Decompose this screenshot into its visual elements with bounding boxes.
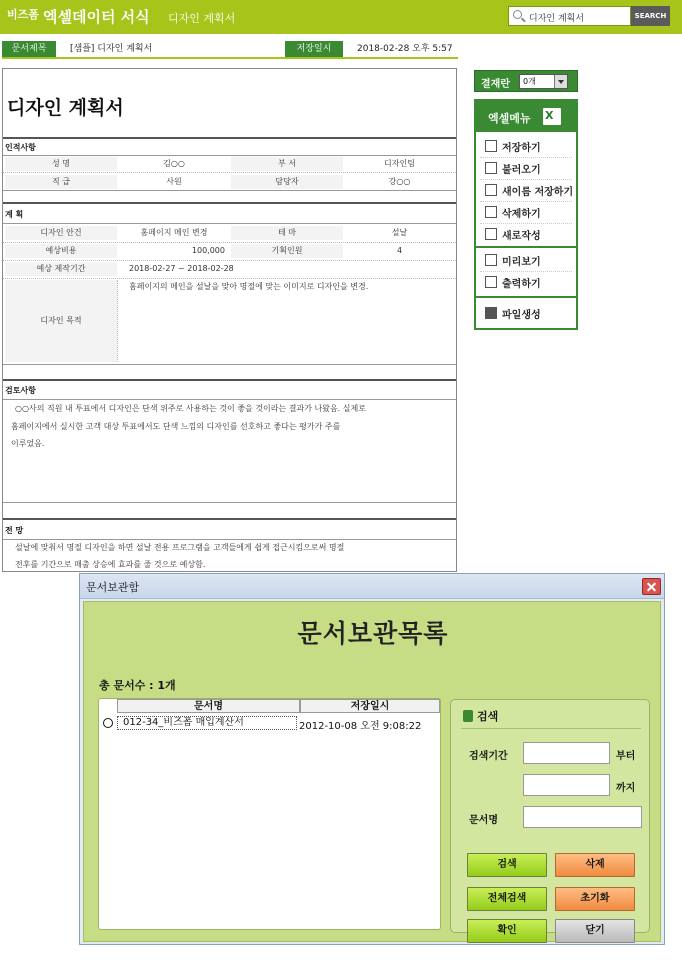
- row-saved-date: 2012-10-08 오전 9:08:22: [299, 721, 422, 732]
- save-as-icon: [485, 184, 497, 196]
- print-icon: [485, 276, 497, 288]
- document-title: 디자인 계획서: [7, 97, 124, 119]
- search-all-button[interactable]: 전체검색: [467, 887, 547, 911]
- section-plan: 계 획: [5, 210, 24, 219]
- reset-button[interactable]: 초기화: [555, 887, 635, 911]
- top-header: [0, 0, 682, 34]
- rank-label: 직 급: [5, 175, 117, 189]
- section-review: 검토사항: [5, 386, 36, 395]
- document-sheet: [2, 68, 457, 572]
- document-storage-dialog: [79, 573, 665, 945]
- outlook-line: 설날에 맞춰서 명절 디자인을 하면 설날 전용 프로그램을 고객들에게 쉽게 접근시킴으로써 명절: [15, 543, 345, 552]
- table-row[interactable]: [99, 715, 440, 731]
- new-document-icon: [485, 228, 497, 240]
- review-line: 홈페이지에서 실시한 고객 대상 투표에서도 단색 느낌의 디자인를 선호하고 좋다는 평가가 주를: [11, 422, 341, 431]
- doc-name-input[interactable]: [523, 806, 642, 828]
- search-section-icon: [463, 710, 473, 722]
- search-input-value: 디자인 계획서: [529, 14, 585, 24]
- approval-select-value: 0개: [523, 77, 536, 86]
- preview-icon: [485, 254, 497, 266]
- excel-menu: [474, 99, 578, 330]
- divider: [476, 246, 576, 248]
- menu-preview-label: 미리보기: [502, 257, 541, 268]
- divider: [3, 539, 456, 540]
- dialog-body: [83, 601, 661, 942]
- dept-value: 디자인팀: [384, 159, 415, 168]
- period-label: 예상 제작기간: [5, 262, 117, 276]
- menu-create-file[interactable]: [480, 303, 572, 324]
- column-header-name[interactable]: 문서명: [117, 699, 300, 713]
- dept-label: 부 서: [231, 157, 343, 171]
- theme-value: 설날: [391, 228, 408, 237]
- divider: [3, 155, 456, 156]
- menu-load-label: 불러오기: [502, 165, 541, 176]
- load-icon: [485, 162, 497, 174]
- menu-save-label: 저장하기: [502, 143, 541, 154]
- divider: [3, 242, 456, 243]
- saved-label: 저장일시: [285, 41, 343, 57]
- item-label: 디자인 안건: [5, 226, 117, 240]
- review-line: 이루었음.: [11, 439, 45, 448]
- menu-delete-label: 삭제하기: [502, 209, 541, 220]
- divider: [461, 728, 641, 729]
- divider: [3, 223, 456, 224]
- approval-select[interactable]: [519, 74, 568, 89]
- row-radio[interactable]: [103, 718, 113, 728]
- doc-name-label: 문서명: [469, 815, 498, 826]
- divider: [3, 364, 456, 365]
- divider: [117, 280, 118, 362]
- document-list: [98, 698, 441, 930]
- staff-label: 기획인원: [231, 244, 343, 258]
- divider: [3, 518, 456, 520]
- save-icon: [485, 140, 497, 152]
- name-label: 성 명: [5, 157, 117, 171]
- name-value: 김○○: [163, 159, 185, 168]
- menu-delete[interactable]: [480, 202, 572, 223]
- menu-save-as-label: 새이름 저장하기: [502, 187, 574, 198]
- divider: [3, 502, 456, 503]
- divider: [3, 399, 456, 400]
- to-label: 까지: [616, 783, 636, 794]
- page-subtitle: 디자인 계획서: [168, 12, 236, 25]
- menu-save-as[interactable]: [480, 180, 572, 201]
- manager-value: 강○○: [388, 177, 411, 186]
- menu-create-file-label: 파일생성: [502, 310, 541, 321]
- manager-label: 담당자: [231, 175, 343, 189]
- folder-icon: [485, 307, 497, 319]
- search-icon: [513, 10, 522, 19]
- dialog-title: 문서보관함: [86, 581, 140, 594]
- from-label: 부터: [616, 751, 636, 762]
- search-button-dialog[interactable]: 검색: [467, 853, 547, 877]
- menu-new[interactable]: [480, 224, 572, 245]
- item-value: 홈페이지 메인 변경: [140, 228, 208, 237]
- divider: [476, 296, 576, 298]
- outlook-line: 전후를 기간으로 매출 상승에 효과를 줄 것으로 예상함.: [15, 560, 206, 569]
- staff-value: 4: [396, 246, 403, 255]
- purpose-label: 디자인 목적: [5, 280, 117, 362]
- theme-label: 테 마: [231, 226, 343, 240]
- close-button[interactable]: 닫기: [555, 919, 635, 943]
- divider: [3, 137, 456, 139]
- menu-preview[interactable]: [480, 250, 572, 271]
- divider: [3, 379, 456, 381]
- search-panel: [450, 699, 650, 936]
- budget-label: 예상비용: [5, 244, 117, 258]
- menu-load[interactable]: [480, 158, 572, 179]
- search-button[interactable]: SEARCH: [631, 6, 670, 26]
- column-header-date[interactable]: 저장일시: [300, 699, 440, 713]
- divider: [3, 260, 456, 261]
- menu-print[interactable]: [480, 272, 572, 293]
- dialog-titlebar[interactable]: [80, 574, 664, 599]
- divider: [3, 278, 456, 279]
- delete-button[interactable]: 삭제: [555, 853, 635, 877]
- doc-title-value: [샘플] 디자인 계획서: [70, 44, 153, 54]
- budget-value: 100,000: [191, 246, 225, 255]
- approval-label: 결재란: [481, 79, 510, 90]
- menu-save[interactable]: [480, 136, 572, 157]
- period-from-input[interactable]: [523, 742, 610, 764]
- excel-menu-title: 엑셀메뉴: [488, 112, 531, 125]
- search-panel-title: 검색: [477, 710, 499, 723]
- close-icon[interactable]: [642, 578, 661, 595]
- section-outlook: 전 망: [5, 526, 24, 535]
- doc-info-row: [2, 41, 458, 59]
- period-value: 2018-02-27 ~ 2018-02-28: [129, 264, 234, 273]
- saved-value: 2018-02-28 오후 5:57: [357, 44, 453, 54]
- chevron-down-icon[interactable]: [554, 75, 567, 88]
- purpose-value: 홈페이지의 메인을 설날을 맞아 명절에 맞는 이미지로 디자인을 변경.: [129, 282, 369, 291]
- excel-icon: [543, 108, 561, 125]
- rank-value: 사원: [166, 177, 182, 186]
- divider: [3, 172, 456, 173]
- trash-icon: [485, 206, 497, 218]
- review-line: ○○사의 직원 내 투표에서 디자인은 단색 위주로 사용하는 것이 좋을 것이라는 결과가 나왔음. 실제로: [15, 404, 366, 413]
- divider: [3, 202, 456, 204]
- menu-new-label: 새로작성: [502, 231, 541, 242]
- app-title: 엑셀데이터 서식: [43, 8, 150, 26]
- approval-box: [474, 70, 578, 92]
- excel-menu-header: [476, 101, 576, 132]
- search-input[interactable]: [508, 6, 631, 26]
- row-document-name: 012-34_비즈폼 매입계산서: [117, 716, 297, 730]
- bizform-logo[interactable]: 비즈폼: [7, 8, 39, 21]
- section-personnel: 인적사항: [5, 143, 36, 152]
- menu-print-label: 출력하기: [502, 279, 541, 290]
- doc-title-label: 문서제목: [2, 41, 56, 57]
- dialog-heading: 문서보관목록: [297, 619, 449, 648]
- period-to-input[interactable]: [523, 774, 610, 796]
- divider: [3, 190, 456, 191]
- document-count: 총 문서수 : 1개: [99, 679, 176, 692]
- ok-button[interactable]: 확인: [467, 919, 547, 943]
- period-label: 검색기간: [469, 751, 508, 762]
